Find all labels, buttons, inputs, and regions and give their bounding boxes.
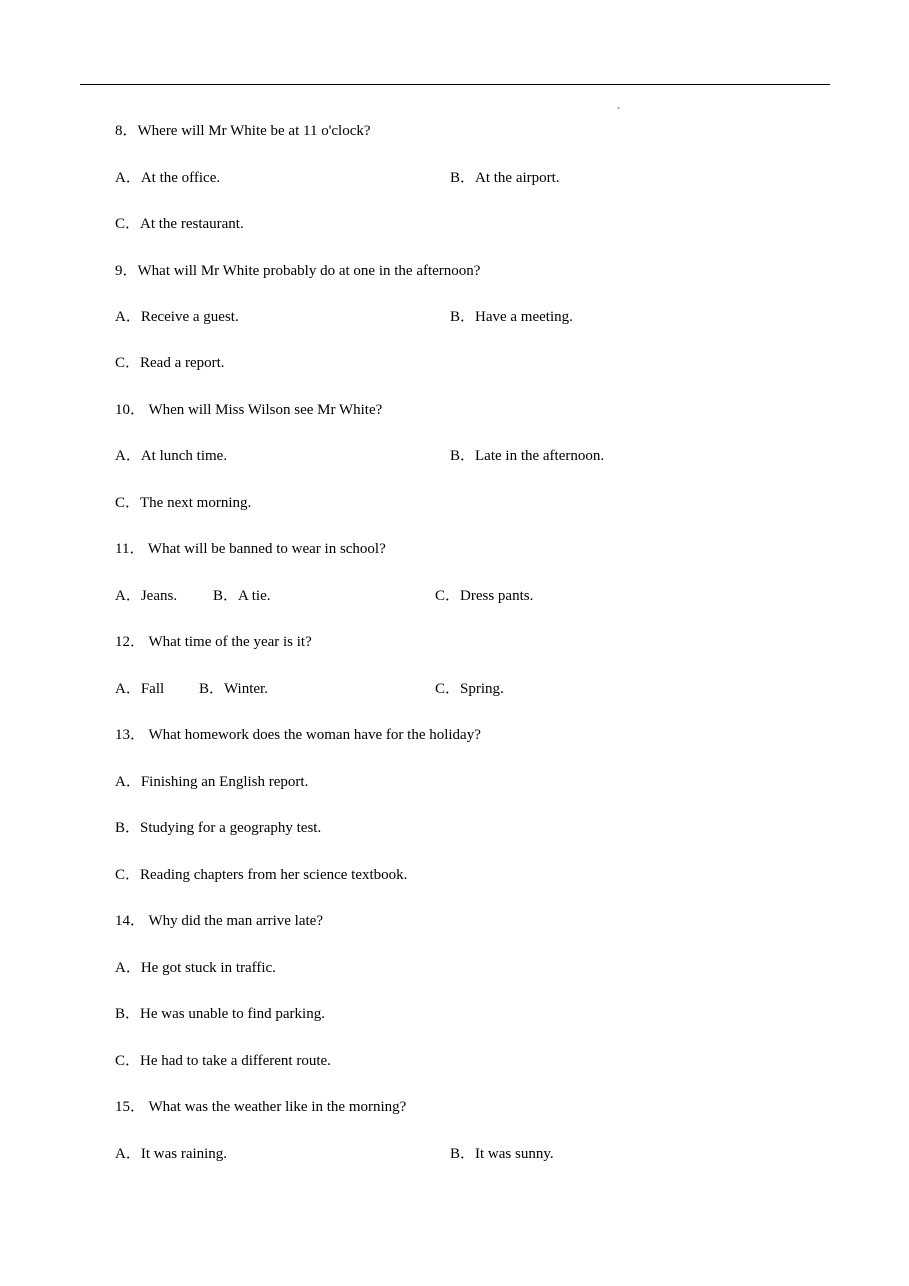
question-13-option-b: B．Studying for a geography test.	[115, 820, 322, 836]
question-10-stem: 10． When will Miss Wilson see Mr White?	[115, 402, 383, 418]
question-8-option-b: B．At the airport.	[450, 170, 560, 186]
question-9-option-b: B．Have a meeting.	[450, 309, 573, 325]
question-13-option-c: C．Reading chapters from her science textbook.	[115, 867, 408, 883]
question-10-option-b: B．Late in the afternoon.	[450, 448, 605, 464]
header-mark: `	[617, 107, 621, 118]
question-13-stem: 13． What homework does the woman have for the holiday?	[115, 727, 481, 743]
question-15-option-a: A．It was raining.	[115, 1146, 228, 1162]
question-11-stem: 11． What will be banned to wear in school?	[115, 541, 386, 557]
question-8-option-c: C．At the restaurant.	[115, 216, 244, 232]
question-9-stem: 9．What will Mr White probably do at one in the afternoon?	[115, 263, 481, 279]
question-12-option-c: C．Spring.	[435, 681, 504, 697]
question-11-option-b: B．A tie.	[213, 588, 271, 604]
question-8-stem: 8．Where will Mr White be at 11 o'clock?	[115, 123, 371, 139]
question-15-stem: 15． What was the weather like in the morning?	[115, 1099, 407, 1115]
question-14-option-b: B．He was unable to find parking.	[115, 1006, 325, 1022]
question-11-option-c: C．Dress pants.	[435, 588, 534, 604]
question-11-option-a: A．Jeans.	[115, 588, 178, 604]
question-9-option-a: A．Receive a guest.	[115, 309, 239, 325]
question-15-option-b: B．It was sunny.	[450, 1146, 554, 1162]
question-12-option-b: B．Winter.	[199, 681, 268, 697]
question-10-option-c: C．The next morning.	[115, 495, 252, 511]
question-13-option-a: A．Finishing an English report.	[115, 774, 309, 790]
header-rule	[80, 84, 830, 85]
question-10-option-a: A．At lunch time.	[115, 448, 228, 464]
question-12-stem: 12． What time of the year is it?	[115, 634, 312, 650]
question-12-option-a: A．Fall	[115, 681, 165, 697]
question-8-option-a: A．At the office.	[115, 170, 221, 186]
question-9-option-c: C．Read a report.	[115, 355, 225, 371]
question-14-option-a: A．He got stuck in traffic.	[115, 960, 276, 976]
question-14-stem: 14． Why did the man arrive late?	[115, 913, 323, 929]
question-14-option-c: C．He had to take a different route.	[115, 1053, 331, 1069]
